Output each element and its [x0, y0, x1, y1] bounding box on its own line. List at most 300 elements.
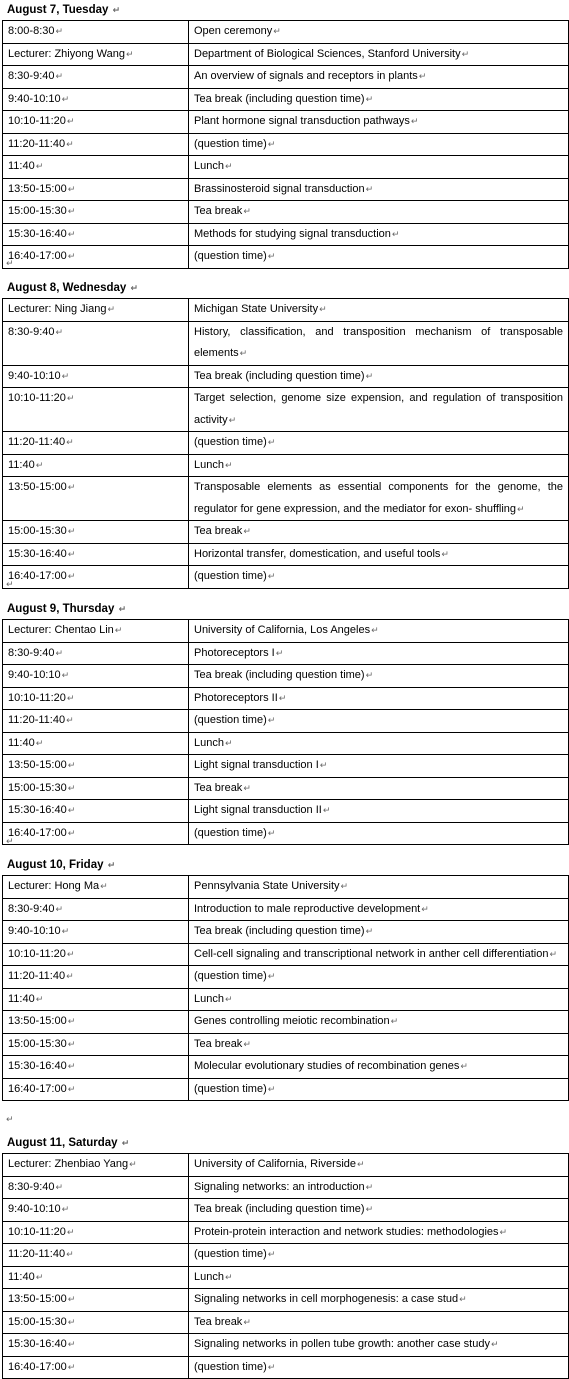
table-row	[3, 777, 569, 800]
paragraph-mark-icon: ↵	[243, 782, 251, 793]
table-row	[3, 156, 569, 179]
time-text: Lecturer: Hong Ma	[8, 880, 100, 892]
paragraph-mark-icon: ↵	[100, 881, 108, 891]
paragraph-mark-icon: ↵	[67, 251, 76, 261]
paragraph-mark-icon: ↵	[459, 1294, 467, 1304]
table-row	[3, 966, 569, 989]
day-title: August 9, Thursday	[7, 603, 115, 615]
paragraph-mark-icon: ↵	[410, 116, 419, 126]
paragraph-mark-icon: ↵	[129, 1159, 137, 1169]
topic-text: University of California, Los Angeles	[194, 624, 371, 636]
paragraph-mark-icon: ↵	[35, 1271, 44, 1282]
time-text: 9:40-10:10	[8, 369, 61, 382]
paragraph-mark-icon: ↵	[67, 827, 76, 838]
topic-text: Genes controlling meiotic recombination	[194, 1015, 390, 1027]
time-cell	[3, 876, 189, 899]
table-row	[3, 1199, 569, 1222]
time-cell	[3, 642, 189, 665]
topic-cell	[189, 111, 569, 134]
time-cell	[3, 822, 189, 845]
topic-text: (question time)	[194, 1082, 267, 1095]
table-row	[3, 43, 569, 66]
topic-cell	[189, 921, 569, 944]
topic-text: Introduction to male reproductive development	[194, 902, 421, 915]
topic-cell	[189, 299, 569, 322]
table-row	[3, 943, 569, 966]
paragraph-mark-icon: ↵	[121, 1138, 130, 1148]
paragraph-mark-icon: ↵	[61, 93, 70, 104]
paragraph-mark-icon: ↵	[441, 548, 449, 559]
topic-cell	[189, 521, 569, 544]
schedule-table	[2, 619, 569, 845]
time-text: 16:40-17:00	[8, 1082, 67, 1095]
paragraph-mark-icon: ↵	[67, 1061, 76, 1071]
paragraph-mark-icon: ↵	[66, 1226, 75, 1237]
topic-text: Tea break (including question time)	[194, 1203, 365, 1215]
paragraph-mark-icon: ↵	[243, 526, 251, 536]
paragraph-mark-icon: ↵	[66, 948, 75, 959]
time-text: 15:00-15:30	[8, 1315, 67, 1328]
time-text: 16:40-17:00	[8, 1360, 67, 1373]
time-text: 9:40-10:10	[8, 669, 61, 681]
topic-cell	[189, 943, 569, 966]
topic-text: Tea break (including question time)	[194, 92, 365, 105]
schedule-table	[2, 298, 569, 589]
time-cell	[3, 521, 189, 544]
day-section-aug-10	[0, 855, 569, 1095]
time-cell	[3, 1011, 189, 1034]
time-cell	[3, 1334, 189, 1357]
paragraph-mark-icon: ↵	[66, 715, 74, 725]
paragraph-mark-icon: ↵	[67, 482, 76, 492]
time-cell	[3, 246, 189, 269]
paragraph-mark-icon: ↵	[228, 414, 237, 425]
time-text: 10:10-11:20	[8, 947, 66, 960]
topic-text: Tea break	[194, 205, 243, 217]
time-cell	[3, 1244, 189, 1267]
time-cell	[3, 665, 189, 688]
paragraph-mark-icon: ↵	[365, 1181, 374, 1192]
time-text: Lecturer: Zhiyong Wang	[8, 47, 125, 60]
table-row	[3, 246, 569, 269]
schedule-table	[2, 875, 569, 1101]
topic-text: Lunch	[194, 458, 224, 471]
time-text: 13:50-15:00	[8, 1293, 67, 1305]
time-cell	[3, 223, 189, 246]
day-section-aug-9	[0, 599, 569, 839]
time-text: 10:10-11:20	[8, 392, 66, 404]
paragraph-mark-icon: ↵	[267, 437, 276, 447]
time-cell	[3, 321, 189, 365]
topic-text: Light signal transduction II	[194, 804, 322, 816]
time-text: 13:50-15:00	[8, 1015, 67, 1027]
time-text: 11:40	[8, 160, 35, 172]
paragraph-mark-icon: ↵	[67, 183, 76, 194]
paragraph-mark-icon: ↵	[418, 71, 427, 81]
time-cell	[3, 1176, 189, 1199]
table-row	[3, 21, 569, 44]
paragraph-mark-icon: ↵	[35, 993, 44, 1004]
paragraph-mark-icon: ↵	[67, 1316, 76, 1327]
topic-cell	[189, 66, 569, 89]
paragraph-mark-icon: ↵	[499, 1226, 508, 1237]
time-text: 9:40-10:10	[8, 925, 61, 937]
paragraph-mark-icon: ↵	[224, 459, 233, 470]
paragraph-mark-icon: ↵	[371, 625, 379, 635]
paragraph-mark-icon: ↵	[114, 625, 123, 635]
time-text: Lecturer: Chentao Lin	[8, 624, 114, 636]
time-cell	[3, 943, 189, 966]
paragraph-mark-icon: ↵	[267, 1361, 276, 1372]
day-heading	[0, 599, 569, 619]
paragraph-mark-icon: ↵	[224, 993, 233, 1004]
time-text: 15:00-15:30	[8, 205, 67, 217]
table-row	[3, 88, 569, 111]
topic-text: Photoreceptors I	[194, 646, 275, 659]
paragraph-mark-icon: ↵	[55, 26, 64, 36]
topic-cell	[189, 710, 569, 733]
topic-cell	[189, 21, 569, 44]
table-row	[3, 710, 569, 733]
topic-text: (question time)	[194, 970, 267, 982]
paragraph-mark-icon: ↵	[55, 903, 64, 914]
time-text: Lecturer: Ning Jiang	[8, 303, 107, 315]
topic-text: Open ceremony	[194, 25, 273, 37]
time-cell	[3, 566, 189, 589]
topic-text: Signaling networks in cell morphogenesis: a case stud	[194, 1293, 459, 1305]
time-text: 16:40-17:00	[8, 250, 67, 262]
topic-cell	[189, 800, 569, 823]
topic-cell	[189, 1334, 569, 1357]
time-cell	[3, 1289, 189, 1312]
day-heading	[0, 1133, 569, 1153]
topic-cell	[189, 732, 569, 755]
paragraph-mark-icon: ↵	[549, 948, 557, 959]
topic-text: History, classification, and transposition mechanism of transposable elements	[194, 325, 563, 359]
paragraph-mark-icon: ↵	[267, 1083, 276, 1094]
paragraph-mark-icon: ↵	[130, 283, 139, 293]
paragraph-mark-icon: ↵	[391, 228, 400, 239]
day-title: August 8, Wednesday	[7, 282, 127, 294]
table-row	[3, 521, 569, 544]
time-text: 10:10-11:20	[8, 115, 66, 127]
topic-text: University of California, Riverside	[194, 1158, 356, 1170]
paragraph-mark-icon: ↵	[319, 304, 327, 314]
topic-text: Lunch	[194, 160, 224, 172]
paragraph-mark-icon: ↵	[66, 971, 74, 981]
paragraph-mark-icon: ↵	[365, 926, 374, 936]
topic-cell	[189, 1221, 569, 1244]
table-row	[3, 111, 569, 134]
time-text: 8:30-9:40	[8, 646, 55, 659]
paragraph-mark-icon: ↵	[67, 228, 76, 239]
time-text: 11:40	[8, 1270, 35, 1283]
paragraph-mark-icon: ↵	[224, 1271, 233, 1282]
table-row	[3, 921, 569, 944]
time-cell	[3, 477, 189, 521]
paragraph-mark-icon: ↵	[267, 971, 276, 981]
topic-text: (question time)	[194, 1248, 267, 1260]
table-row	[3, 1221, 569, 1244]
topic-cell	[189, 1356, 569, 1379]
topic-text: Michigan State University	[194, 303, 319, 315]
time-text: 13:50-15:00	[8, 182, 67, 195]
paragraph-mark-icon: ↵	[67, 1038, 76, 1049]
table-row	[3, 543, 569, 566]
time-cell	[3, 201, 189, 224]
time-text: 8:00-8:30	[8, 25, 55, 37]
topic-text: Photoreceptors II	[194, 691, 278, 704]
table-row	[3, 620, 569, 643]
paragraph-mark-icon: ↵	[319, 760, 328, 770]
paragraph-mark-icon: ↵	[267, 827, 276, 838]
topic-cell	[189, 966, 569, 989]
time-text: 13:50-15:00	[8, 759, 67, 771]
time-text: 11:40	[8, 736, 35, 749]
topic-cell	[189, 321, 569, 365]
topic-cell	[189, 477, 569, 521]
paragraph-mark-icon: ↵	[365, 93, 374, 104]
topic-text: Department of Biological Sciences, Stanford University	[194, 47, 461, 60]
table-row	[3, 1311, 569, 1334]
time-text: 15:00-15:30	[8, 525, 67, 537]
paragraph-mark-icon: ↵	[66, 393, 75, 403]
topic-text: Light signal transduction I	[194, 759, 319, 771]
topic-text: (question time)	[194, 137, 267, 150]
paragraph-mark-icon: ↵	[112, 5, 121, 15]
table-row	[3, 732, 569, 755]
time-text: 15:00-15:30	[8, 1037, 67, 1050]
time-cell	[3, 1199, 189, 1222]
schedule-table	[2, 1153, 569, 1379]
topic-text: Tea break	[194, 525, 243, 537]
topic-cell	[189, 822, 569, 845]
paragraph-mark-icon: ↵	[66, 1249, 74, 1259]
topic-cell	[189, 1011, 569, 1034]
topic-cell	[189, 1244, 569, 1267]
paragraph-mark-icon: ↵	[118, 604, 127, 614]
topic-cell	[189, 1311, 569, 1334]
topic-cell	[189, 388, 569, 432]
paragraph-mark-icon: ↵	[61, 926, 70, 936]
paragraph-mark-icon: ↵	[243, 1316, 251, 1327]
time-cell	[3, 365, 189, 388]
table-row	[3, 477, 569, 521]
table-row	[3, 454, 569, 477]
topic-text: (question time)	[194, 714, 267, 726]
paragraph-mark-icon: ↵	[239, 348, 248, 358]
topic-cell	[189, 156, 569, 179]
topic-text: Lunch	[194, 1270, 224, 1283]
time-cell	[3, 1221, 189, 1244]
paragraph-mark-icon: ↵	[55, 71, 64, 81]
paragraph-mark-icon: ↵	[67, 805, 76, 815]
paragraph-mark-icon: ↵	[365, 670, 374, 680]
time-cell	[3, 988, 189, 1011]
paragraph-mark-icon: ↵	[6, 258, 14, 268]
topic-cell	[189, 454, 569, 477]
time-cell	[3, 800, 189, 823]
topic-text: Tea break (including question time)	[194, 925, 365, 937]
topic-cell	[189, 876, 569, 899]
time-text: 10:10-11:20	[8, 1225, 66, 1238]
time-cell	[3, 432, 189, 455]
topic-text: Molecular evolutionary studies of recombination genes	[194, 1060, 460, 1072]
paragraph-mark-icon: ↵	[66, 116, 75, 126]
topic-cell	[189, 620, 569, 643]
paragraph-mark-icon: ↵	[390, 1016, 399, 1026]
time-cell	[3, 966, 189, 989]
topic-text: Signaling networks in pollen tube growth: another case study	[194, 1338, 490, 1350]
paragraph-mark-icon: ↵	[517, 503, 525, 514]
paragraph-mark-icon: ↵	[35, 161, 44, 171]
paragraph-mark-icon: ↵	[267, 138, 276, 149]
time-text: 9:40-10:10	[8, 1203, 61, 1215]
topic-cell	[189, 1289, 569, 1312]
topic-cell	[189, 566, 569, 589]
table-row	[3, 876, 569, 899]
topic-cell	[189, 665, 569, 688]
time-text: 15:30-16:40	[8, 804, 67, 816]
paragraph-mark-icon: ↵	[6, 1114, 14, 1124]
paragraph-mark-icon: ↵	[224, 161, 233, 171]
time-text: 9:40-10:10	[8, 92, 61, 105]
table-row	[3, 223, 569, 246]
topic-text: (question time)	[194, 250, 267, 262]
time-text: 15:30-16:40	[8, 227, 67, 240]
time-cell	[3, 620, 189, 643]
day-section-aug-7	[0, 0, 569, 262]
time-text: 11:20-11:40	[8, 970, 66, 982]
time-cell	[3, 921, 189, 944]
paragraph-mark-icon: ↵	[67, 1361, 76, 1372]
time-text: 16:40-17:00	[8, 826, 67, 839]
topic-text: Tea break	[194, 1037, 243, 1050]
topic-text: An overview of signals and receptors in plants	[194, 70, 418, 82]
table-row	[3, 566, 569, 589]
time-text: 8:30-9:40	[8, 1180, 55, 1193]
time-text: 15:00-15:30	[8, 781, 67, 794]
table-row	[3, 1356, 569, 1379]
time-cell	[3, 732, 189, 755]
table-row	[3, 1289, 569, 1312]
day-title: August 11, Saturday	[7, 1137, 118, 1149]
day-heading	[0, 278, 569, 298]
time-cell	[3, 111, 189, 134]
topic-cell	[189, 178, 569, 201]
time-cell	[3, 1056, 189, 1079]
day-title: August 7, Tuesday	[7, 4, 109, 16]
paragraph-mark-icon: ↵	[66, 437, 74, 447]
time-cell	[3, 43, 189, 66]
table-row	[3, 800, 569, 823]
paragraph-mark-icon: ↵	[490, 1339, 499, 1349]
day-title: August 10, Friday	[7, 859, 104, 871]
paragraph-mark-icon: ↵	[67, 526, 76, 536]
day-heading	[0, 855, 569, 875]
table-row	[3, 755, 569, 778]
topic-cell	[189, 898, 569, 921]
time-text: 8:30-9:40	[8, 325, 55, 338]
time-text: 11:40	[8, 458, 35, 471]
time-text: 11:20-11:40	[8, 714, 66, 726]
time-cell	[3, 710, 189, 733]
topic-cell	[189, 246, 569, 269]
paragraph-mark-icon: ↵	[460, 1061, 468, 1071]
topic-cell	[189, 1033, 569, 1056]
topic-text: Protein-protein interaction and network studies: methodologies	[194, 1225, 499, 1238]
topic-text: (question time)	[194, 1360, 267, 1373]
time-text: 11:20-11:40	[8, 436, 66, 448]
topic-cell	[189, 432, 569, 455]
topic-text: Target selection, genome size expension, and regulation of transposition activity	[194, 392, 563, 426]
topic-cell	[189, 1199, 569, 1222]
time-text: 8:30-9:40	[8, 70, 55, 82]
topic-text: Tea break	[194, 781, 243, 794]
paragraph-mark-icon: ↵	[365, 370, 374, 381]
time-cell	[3, 1033, 189, 1056]
topic-text: Tea break	[194, 1315, 243, 1328]
paragraph-mark-icon: ↵	[107, 304, 115, 314]
topic-text: Pennsylvania State University	[194, 880, 340, 892]
topic-text: (question time)	[194, 436, 267, 448]
topic-text: Horizontal transfer, domestication, and useful tools	[194, 547, 441, 560]
time-text: 15:30-16:40	[8, 547, 67, 560]
table-row	[3, 432, 569, 455]
paragraph-mark-icon: ↵	[66, 138, 74, 149]
time-cell	[3, 1078, 189, 1101]
table-row	[3, 133, 569, 156]
paragraph-mark-icon: ↵	[55, 326, 64, 337]
topic-text: Lunch	[194, 992, 224, 1005]
topic-cell	[189, 365, 569, 388]
time-cell	[3, 755, 189, 778]
topic-text: Transposable elements as essential components for the genome, the regulator for gene expression, and the mediator for exon- shuffling	[194, 481, 563, 515]
paragraph-mark-icon: ↵	[243, 206, 251, 216]
time-cell	[3, 178, 189, 201]
paragraph-mark-icon: ↵	[67, 1339, 76, 1349]
paragraph-mark-icon: ↵	[61, 670, 70, 680]
table-row	[3, 1033, 569, 1056]
time-text: 8:30-9:40	[8, 902, 55, 915]
table-row	[3, 201, 569, 224]
paragraph-mark-icon: ↵	[6, 579, 14, 589]
topic-cell	[189, 1176, 569, 1199]
paragraph-mark-icon: ↵	[66, 692, 75, 703]
paragraph-mark-icon: ↵	[267, 715, 276, 725]
paragraph-mark-icon: ↵	[267, 251, 276, 261]
time-cell	[3, 687, 189, 710]
schedule-table	[2, 20, 569, 269]
paragraph-mark-icon: ↵	[55, 1181, 64, 1192]
table-row	[3, 66, 569, 89]
topic-cell	[189, 1154, 569, 1177]
paragraph-mark-icon: ↵	[243, 1038, 251, 1049]
topic-text: (question time)	[194, 570, 267, 582]
table-row	[3, 1266, 569, 1289]
time-text: 15:30-16:40	[8, 1060, 67, 1072]
paragraph-mark-icon: ↵	[61, 370, 70, 381]
paragraph-mark-icon: ↵	[365, 1204, 374, 1214]
time-cell	[3, 21, 189, 44]
table-row	[3, 1056, 569, 1079]
day-section-aug-11	[0, 1133, 569, 1373]
table-row	[3, 1154, 569, 1177]
paragraph-mark-icon: ↵	[67, 571, 76, 581]
time-text: Lecturer: Zhenbiao Yang	[8, 1158, 129, 1170]
topic-cell	[189, 223, 569, 246]
topic-cell	[189, 777, 569, 800]
